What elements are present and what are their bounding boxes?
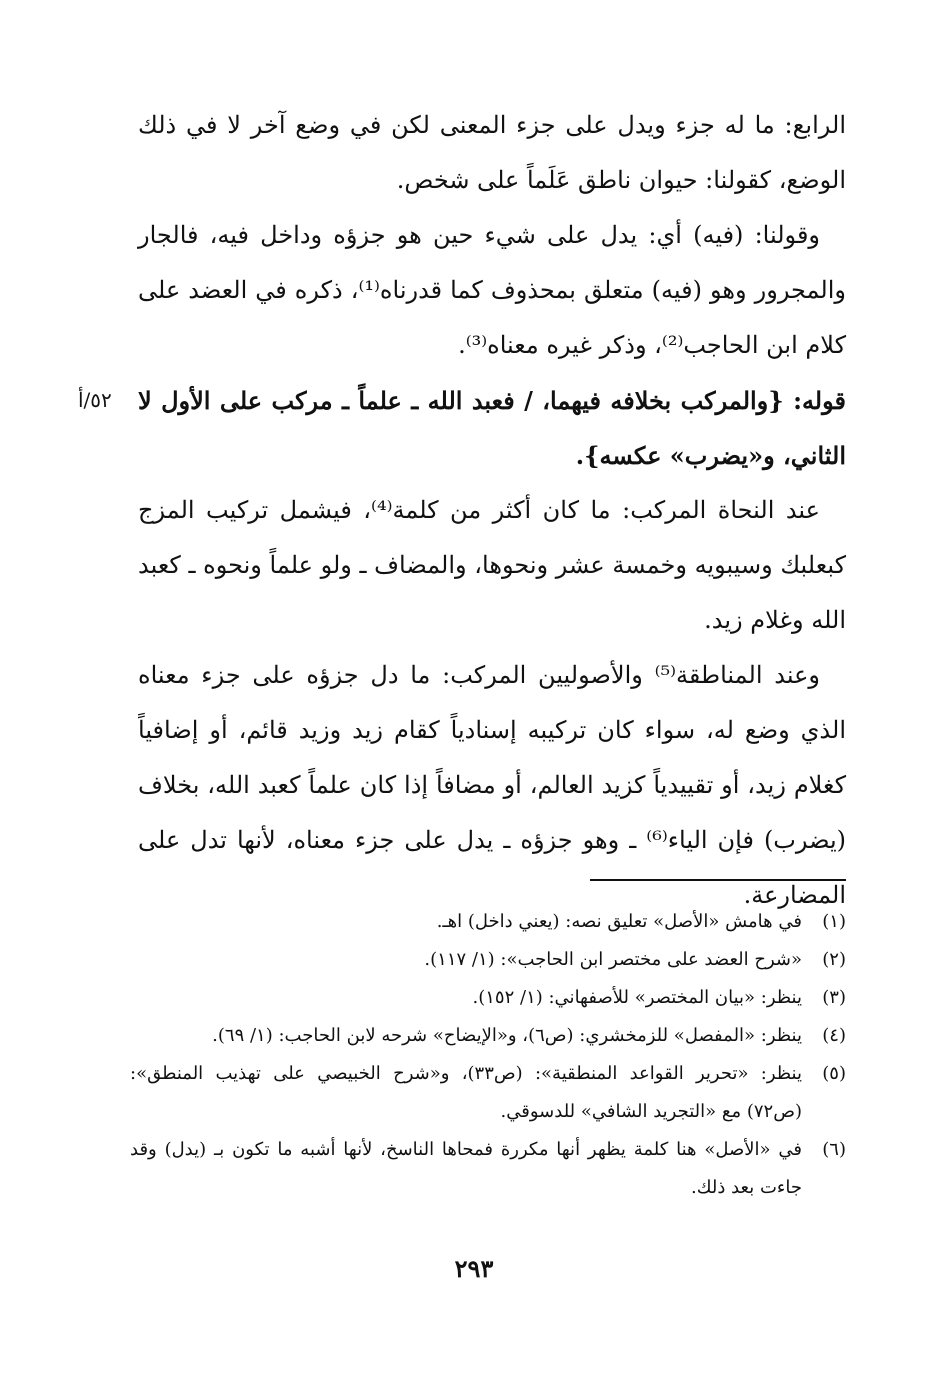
- footnote: [130, 1131, 846, 1207]
- quoted-matn: [78, 373, 846, 483]
- footnote-text: في هامش «الأصل» تعليق نصه: (يعني داخل) اهـ.: [436, 911, 802, 932]
- page-number: ٢٩٣: [454, 1254, 494, 1283]
- footnote-number: (٥): [822, 1063, 846, 1084]
- paragraph: الرابع: ما له جزء ويدل على جزء المعنى لكن في وضع آخر لا في ذلك الوضع، كقولنا: حيوان ناطق عَلَماً على شخص.: [138, 111, 846, 194]
- footnote: [130, 1017, 846, 1055]
- paragraph: وعند المناطقة⁽⁵⁾ والأصوليين المركب: ما دل جزؤه على جزء معناه الذي وضع له، سواء كان تركيبه إسنادياً كقام زيد وزيد قائم، أو إضافياً كغلام زيد، أو تقييدياً كزيد العالم، أو مضافاً إذا كان علماً كعبد الله، بخلاف (يضرب) فإن الياء⁽⁶⁾ ـ وهو جزؤه ـ يدل على جزء معناه، لأنها تدل على المضارعة.: [138, 661, 847, 909]
- footnote-text: «شرح العضد على مختصر ابن الحاجب»: (١/ ١١٧).: [424, 949, 802, 970]
- main-text: [78, 98, 847, 923]
- footnote-number: (١): [822, 911, 846, 932]
- manuscript-folio-ref: ٥٢/أ: [78, 388, 112, 412]
- footnote-text: ينظر: «المفصل» للزمخشري: (ص٦)، و«الإيضاح» شرحه لابن الحاجب: (١/ ٦٩).: [212, 1025, 802, 1046]
- quoted-matn-text: قوله: {والمركب بخلافه فيهما، / فعبد الله ـ علماً ـ مركب على الأول لا الثاني، و«يضرب» عكسه}.: [138, 386, 846, 470]
- footnote: [130, 941, 846, 979]
- paragraph: وقولنا: (فيه) أي: يدل على شيء حين هو جزؤه وداخل فيه، فالجار والمجرور وهو (فيه) متعلق بمحذوف كما قدرناه⁽¹⁾، ذكره في العضد على كلام ابن الحاجب⁽²⁾، وذكر غيره معناه⁽³⁾.: [138, 221, 846, 359]
- footnote-text: ينظر: «تحرير القواعد المنطقية»: (ص٣٣)، و«شرح الخبيصي على تهذيب المنطق»: (ص٧٢) مع «التجريد الشافي» للدسوقي.: [130, 1063, 802, 1122]
- footnote-text: ينظر: «بيان المختصر» للأصفهاني: (١/ ١٥٢).: [472, 987, 802, 1008]
- footnote: [130, 1055, 846, 1131]
- paragraph: عند النحاة المركب: ما كان أكثر من كلمة⁽⁴⁾، فيشمل تركيب المزج كبعلبك وسيبويه وخمسة عشر ونحوها، والمضاف ـ ولو علماً ونحوه ـ كعبد الله وغلام زيد.: [138, 496, 846, 634]
- footnote-number: (٦): [822, 1139, 846, 1160]
- footnote: [130, 903, 846, 941]
- footnote-number: (٤): [822, 1025, 846, 1046]
- footnote-text: في «الأصل» هنا كلمة يظهر أنها مكررة فمحاها الناسخ، لأنها أشبه ما تكون بـ (يدل) وقد جاءت بعد ذلك.: [130, 1139, 802, 1198]
- footnote-number: (٢): [822, 949, 846, 970]
- footnotes: [130, 903, 846, 1207]
- footnote: [130, 979, 846, 1017]
- footnote-separator: [590, 879, 846, 881]
- footnote-number: (٣): [822, 987, 846, 1008]
